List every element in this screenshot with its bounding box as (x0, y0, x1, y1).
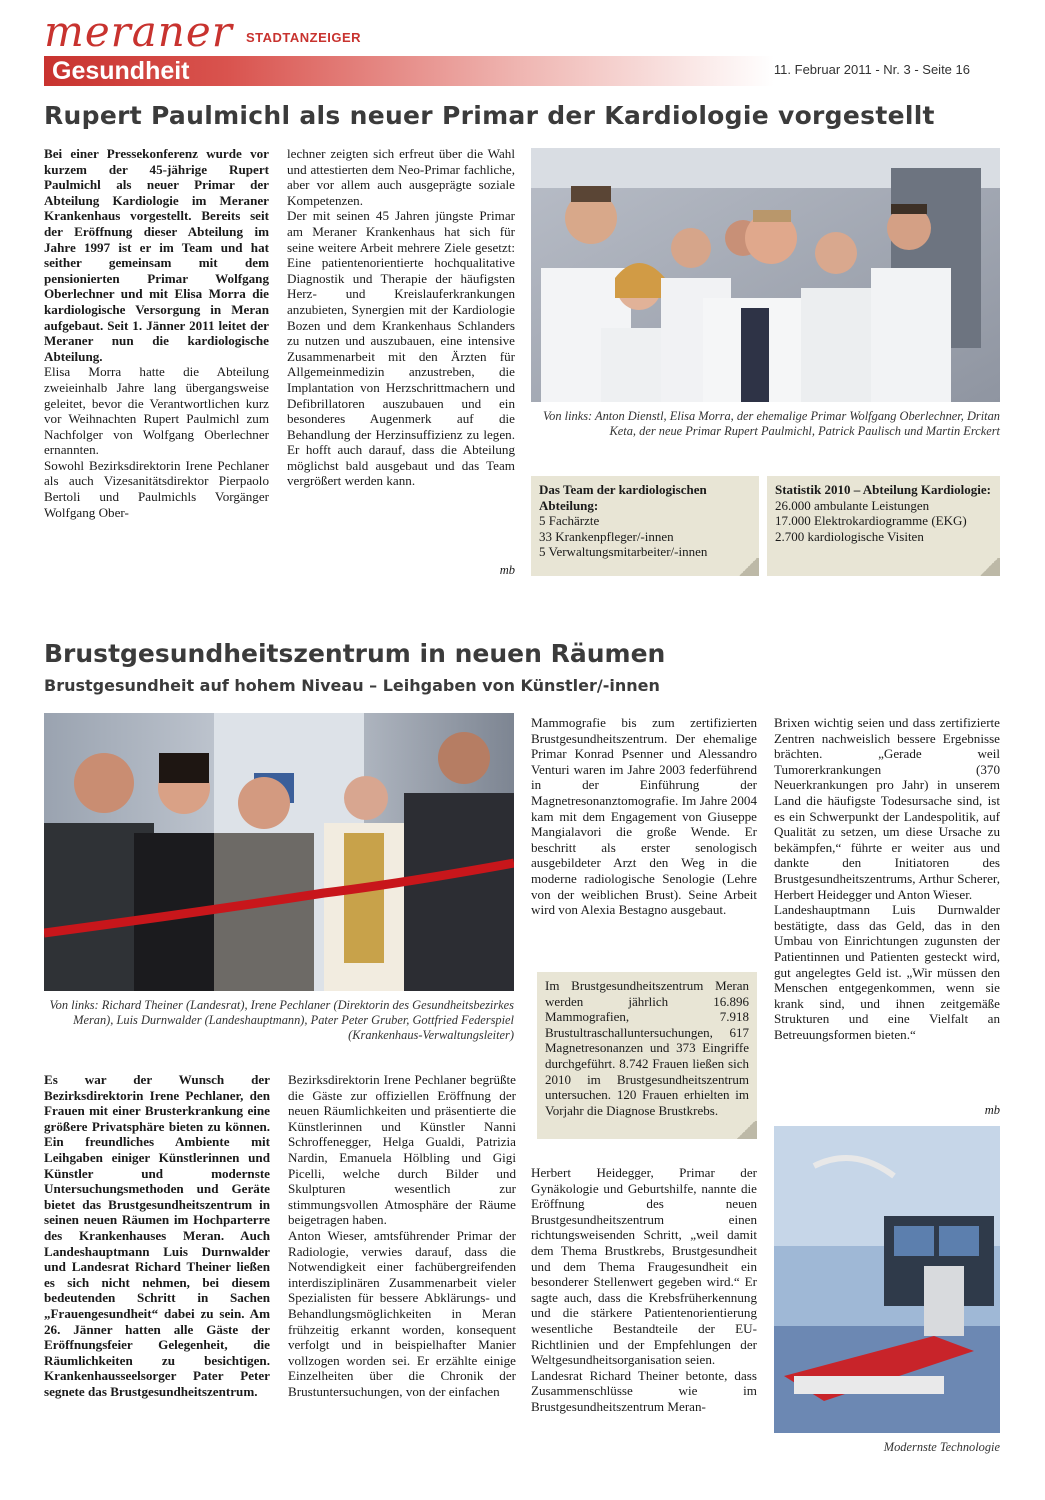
article2-col3b (531, 1165, 757, 1415)
article1-photo-caption: Von links: Anton Dienstl, Elisa Morra, der ehemalige Primar Wolfgang Oberlechner, Dritan Keta, der neue Primar Rupert Paulmichl, Patrick Paulisch und Martin Erckert (542, 409, 1000, 438)
article1-lead: Bei einer Pressekonferenz wurde vor kurzem der 45-jährige Rupert Paulmichl als neuer Primar der Abteilung Kardiologie im Meraner Krankenhaus vorgestellt. Bereits seit der Eröffnung dieser Abteilung im Jahre 1997 ist er im Team und hat seither gemeinsam mit dem pensionierten Primar Wolfgang Oberlechner und mit Elisa Morra die kardiologische Versorgung in Meran aufgebaut. Seit 1. Jänner 2011 leitet der Meraner nun die kardiologische Abteilung. (44, 146, 269, 364)
stats-box-line: 17.000 Elektrokardiogramme (EKG) (775, 513, 967, 529)
breast-center-stats-box (537, 972, 757, 1139)
article2-headline: Brustgesundheitszentrum in neuen Räumen (44, 639, 666, 668)
breast-center-stats-text: Im Brustgesundheitszentrum Meran werden jährlich 16.896 Mammografien, 7.918 Brustultraschalluntersuchungen, 617 Magnetresonanzen und 373 Eingriffe durchgeführt. 8.742 Frauen ließen sich 2010 im Brustgesundheitszentrum untersuchen. 120 Frauen erhielten im Vorjahr die Diagnose Brustkrebs. (545, 978, 749, 1118)
article2-col4 (774, 715, 1000, 1042)
masthead-subtitle: STADTANZEIGER (246, 30, 362, 45)
page-fold-decoration (737, 558, 759, 576)
exam-room-caption: Modernste Technologie (883, 1440, 1000, 1454)
team-box-line: 5 Fachärzte (539, 513, 600, 529)
ribbon-cutting-photo (44, 713, 514, 991)
article2-col2 (288, 1072, 516, 1399)
article2-col1 (44, 1072, 270, 1399)
team-box-line: 33 Krankenpfleger/-innen (539, 528, 674, 544)
stats-box-title: Statistik 2010 – Abteilung Kardiologie: (775, 482, 991, 497)
article2-lead: Es war der Wunsch der Bezirksdirektorin Irene Pechlaner, den Frauen mit einer Brusterkrankung eine größere Privatsphäre bieten zu können. Ein freundliches Ambiente mit Leihgaben einiger Künstlerinnen und Künstler und modernste Untersuchungsmethoden und Geräte bietet das Brustgesundheitszentrum in seinen neuen Räumen im Hochparterre des Krankenhauses Meran. Auch Landeshauptmann Luis Durnwalder und Landesrat Richard Theiner ließen es sich nicht nehmen, bei diesem bedeutenden Schritt in Sachen „Frauengesundheit“ dabei zu sein. Am 26. Jänner hatten alle Gäste der Eröffnungsfeier Gelegenheit, die Räumlichkeiten zu besichtigen. Krankenhausseelsorger Pater Peter segnete das Brustgesundheitszentrum. (44, 1072, 270, 1399)
article2-photo-caption: Von links: Richard Theiner (Landesrat), Irene Pechlaner (Direktorin des Gesundheitsbezirkes Meran), Luis Durnwalder (Landeshauptmann), Pater Peter Gruber, Gottfried Federspiel (Krankenhaus-Verwaltungsleiter) (49, 998, 514, 1042)
article2-col4-text: Brixen wichtig seien und dass zertifizierte Zentren nachweislich bessere Ergebnisse brächten. „Gerade weil Tumorerkrankungen (370 Neuerkrankungen pro Jahr) in unserem Land die häufigste Todesursache sind, ist es ein Schwerpunkt der Landespolitik, auf Qualität zu setzen, um diese Ursache zu bekämpfen,“ führte er weiter aus und dankte den Initiatoren des Brustgesundheitszentrums, Arthur Scherer, Herbert Heidegger und Anton Wieser. Landeshauptmann Luis Durnwalder bestätigte, dass das Geld, das in den Umbau von Einrichtungen zugunsten der Patientinnen und Patienten gesteckt wird, gut angelegtes Geld ist. „Wir müssen den Menschen entgegenkommen, wenn sie krank sind, und ihnen zeitgemäße Strukturen und eine Vielfalt an Betreuungsformen bieten.“ (774, 715, 1000, 1042)
stats-info-box (767, 476, 1000, 576)
cardiology-team-photo (531, 148, 1000, 402)
article2-col2-text: Bezirksdirektorin Irene Pechlaner begrüßte die Gäste zur offiziellen Eröffnung der neuen Räumlichkeiten und präsentierte die Künstlerinnen und Künstler Nanni Schroffenegger, Helga Gualdi, Patrizia Nardin, Emanuela Hölbling und Gigi Picelli, welche durch Bilder und Skulpturen wesentlich zur stimmungsvollen Atmosphäre der Räume beigetragen haben. Anton Wieser, amtsführender Primar der Radiologie, verwies darauf, dass die Notwendigkeit einer fachübergreifenden interdisziplinären Zusammenarbeit vieler Spezialisten für bessere Abklärungs- und Behandlungsmöglichkeiten in Meran frühzeitig erkannt worden, konsequent verfolgt und in beispielhafter Manier vollzogen worden sei. Er erzählte einige Einzelheiten über die Chronik der Brustuntersuchungen, von der einfachen (288, 1072, 516, 1399)
masthead-logo: meraner (44, 7, 233, 56)
page-fold-decoration (978, 558, 1000, 576)
article1-signature: mb (499, 563, 515, 577)
team-box-line: 5 Verwaltungsmitarbeiter/-innen (539, 544, 708, 560)
team-info-box (531, 476, 759, 576)
article1-col2 (287, 146, 515, 489)
exam-room-photo (774, 1126, 1000, 1433)
article2-signature: mb (984, 1103, 1000, 1117)
article1-headline: Rupert Paulmichl als neuer Primar der Kardiologie vorgestellt (44, 101, 935, 130)
article2-col3 (531, 715, 757, 918)
article2-col3b-text: Herbert Heidegger, Primar der Gynäkologie und Geburtshilfe, nannte die Eröffnung des neuen Brustgesundheitszentrum einen richtungsweisenden Schritt, „weil damit dem Thema Brustkrebs, Brustgesundheit und dem Thema Fraugesundheit ein besonderer Stellenwert gegeben wird.“ Er sagte auch, dass die Krebsfrüherkennung und die stärkere Patientenorientierung wesentliche Bestandteile der EU-Richtlinien und der Empfehlungen der Weltgesundheitsorganisation seien. Landesrat Richard Theiner betonte, dass Zusammenschlüsse wie im Brustgesundheitszentrum Meran- (531, 1165, 757, 1414)
article1-col1-text: Elisa Morra hatte die Abteilung zweieinhalb Jahre lang übergangsweise geleitet, bevor die Verantwortlichen kurz vor Weihnachten Rupert Paulmichl zum Nachfolger von Wolfgang Oberlechner ernannten. Sowohl Bezirksdirektorin Irene Pechlaner als auch Vizesanitätsdirektor Pierpaolo Bertoli und Paulmichls Vorgänger Wolfgang Ober- (44, 364, 269, 520)
article1-col1 (44, 146, 269, 520)
team-box-title: Das Team der kardiologischen Abteilung: (539, 482, 707, 513)
article2-col3-text: Mammografie bis zum zertifizierten Brustgesundheitszentrum. Der ehemalige Primar Konrad Psenner und Alessandro Venturi waren im Jahre 2003 federführend in der Einführung der Magnetresonanztomografie. Im Jahre 2004 kam mit dem Engagement von Giuseppe Mangialavori die große Wende. Er beschritt als erster senologisch ausgebildeter Arzt den Weg in die moderne radiologische Senologie (Lehre von der weiblichen Brust). Seine Arbeit wird von Alexia Bestagno ausgebaut. (531, 715, 757, 918)
stats-box-line: 2.700 kardiologische Visiten (775, 528, 924, 544)
dateline: 11. Februar 2011 - Nr. 3 - Seite 16 (773, 62, 970, 77)
section-label: Gesundheit (52, 57, 190, 85)
article1-col2-text: lechner zeigten sich erfreut über die Wahl und attestierten dem Neo-Primar fachliche, aber vor allem auch ausgeprägte soziale Kompetenzen. Der mit seinen 45 Jahren jüngste Primar am Meraner Krankenhaus hat sich für seine weitere Arbeit mehrere Ziele gesetzt: Eine patientenorientierte hochqualitative Diagnostik und Therapie der häufigsten Herz- und Kreislauferkrankungen anzubieten, Synergien mit der Kardiologie Bozen und dem Krankenhaus Schlanders zu nutzen und auszubauen, eine intensive Zusammenarbeit mit den Ärzten für Allgemeinmedizin anzustreben, die Implantation von Herzschrittmachern und Defibrillatoren auszubauen und ein besonderes Augenmerk auf die Behandlung der Herzinsuffizienz zu legen. Er hofft auch darauf, dass die Abteilung möglichst bald ausgebaut und das Team vergrößert werden kann. (287, 146, 515, 489)
article2-subhead: Brustgesundheit auf hohem Niveau – Leihgaben von Künstler/-innen (44, 676, 660, 695)
page-fold-decoration (735, 1121, 757, 1139)
stats-box-line: 26.000 ambulante Leistungen (775, 497, 930, 513)
